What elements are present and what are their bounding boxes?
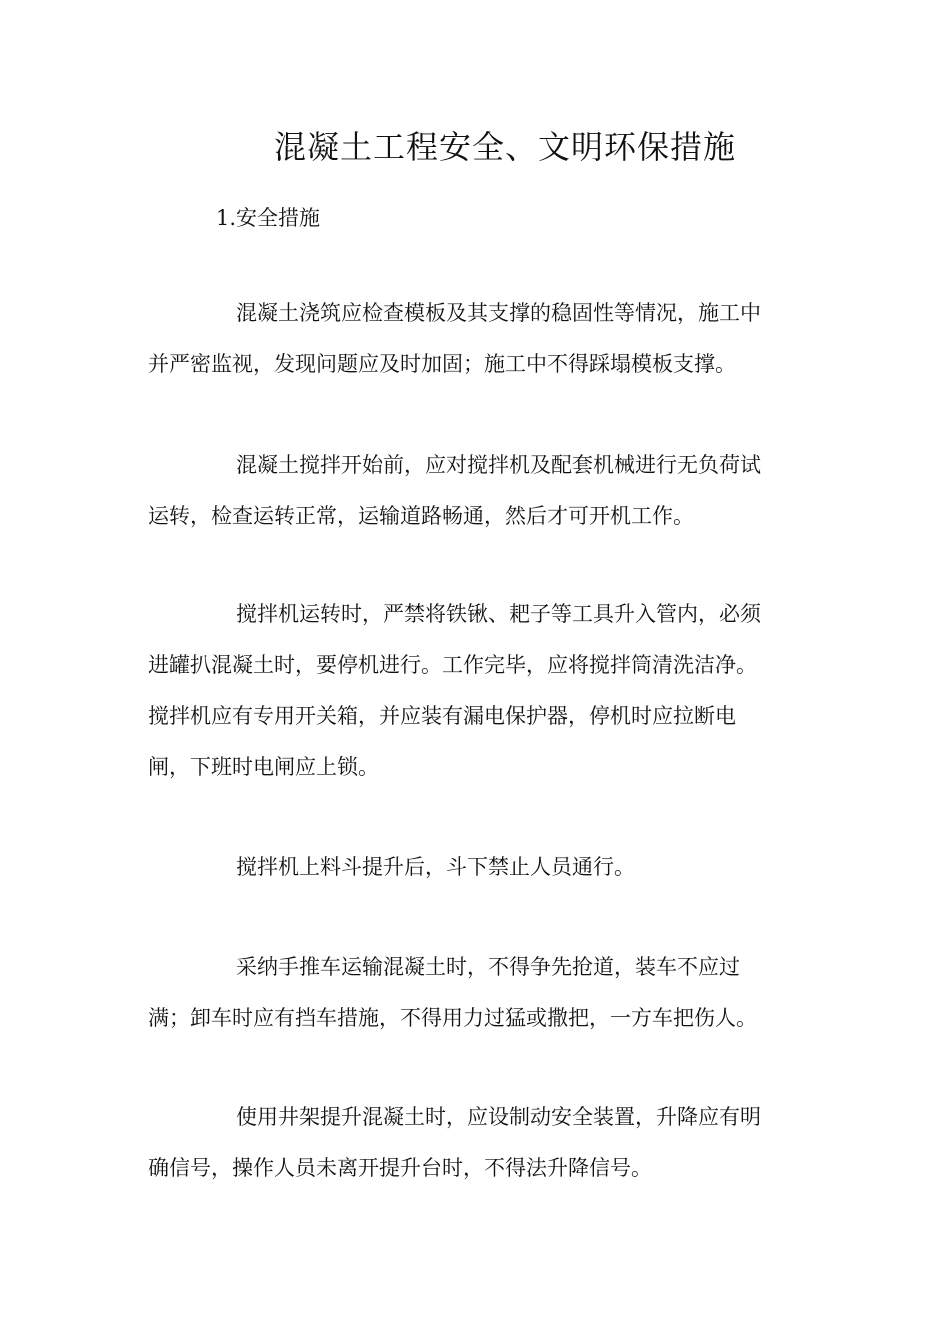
paragraph-line: 满；卸车时应有挡车措施，不得用力过猛或撒把，一方车把伤人。 bbox=[148, 1006, 757, 1030]
paragraph-1 bbox=[148, 288, 808, 390]
paragraph-line: 混凝土搅拌开始前，应对搅拌机及配套机械进行无负荷试 bbox=[236, 453, 761, 477]
document-title: 混凝土工程安全、文明环保措施 bbox=[273, 128, 736, 166]
paragraph-line: 确信号，操作人员未离开提升台时，不得法升降信号。 bbox=[148, 1156, 652, 1180]
paragraph-line: 闸，下班时电闸应上锁。 bbox=[148, 755, 379, 779]
paragraph-line: 搅拌机上料斗提升后，斗下禁止人员通行。 bbox=[236, 855, 635, 879]
paragraph-6 bbox=[148, 1092, 808, 1194]
paragraph-line: 使用井架提升混凝土时，应设制动安全装置，升降应有明 bbox=[236, 1105, 761, 1129]
paragraph-line: 搅拌机应有专用开关箱，并应装有漏电保护器，停机时应拉断电 bbox=[148, 704, 736, 728]
paragraph-2 bbox=[148, 440, 808, 542]
paragraph-4 bbox=[148, 842, 808, 893]
paragraph-line: 搅拌机运转时，严禁将铁锹、耙子等工具升入管内，必须 bbox=[236, 602, 761, 626]
paragraph-line: 运转，检查运转正常，运输道路畅通，然后才可开机工作。 bbox=[148, 504, 694, 528]
paragraph-line: 进罐扒混凝土时，要停机进行。工作完毕，应将搅拌筒清洗洁净。 bbox=[148, 653, 757, 677]
paragraph-5 bbox=[148, 942, 808, 1044]
section-heading: 1.安全措施 bbox=[216, 206, 321, 230]
paragraph-line: 并严密监视，发现问题应及时加固；施工中不得踩塌模板支撑。 bbox=[148, 352, 736, 376]
paragraph-line: 混凝土浇筑应检查模板及其支撑的稳固性等情况，施工中 bbox=[236, 301, 761, 325]
paragraph-3 bbox=[148, 589, 808, 793]
paragraph-line: 采纳手推车运输混凝土时，不得争先抢道，装车不应过 bbox=[236, 955, 740, 979]
